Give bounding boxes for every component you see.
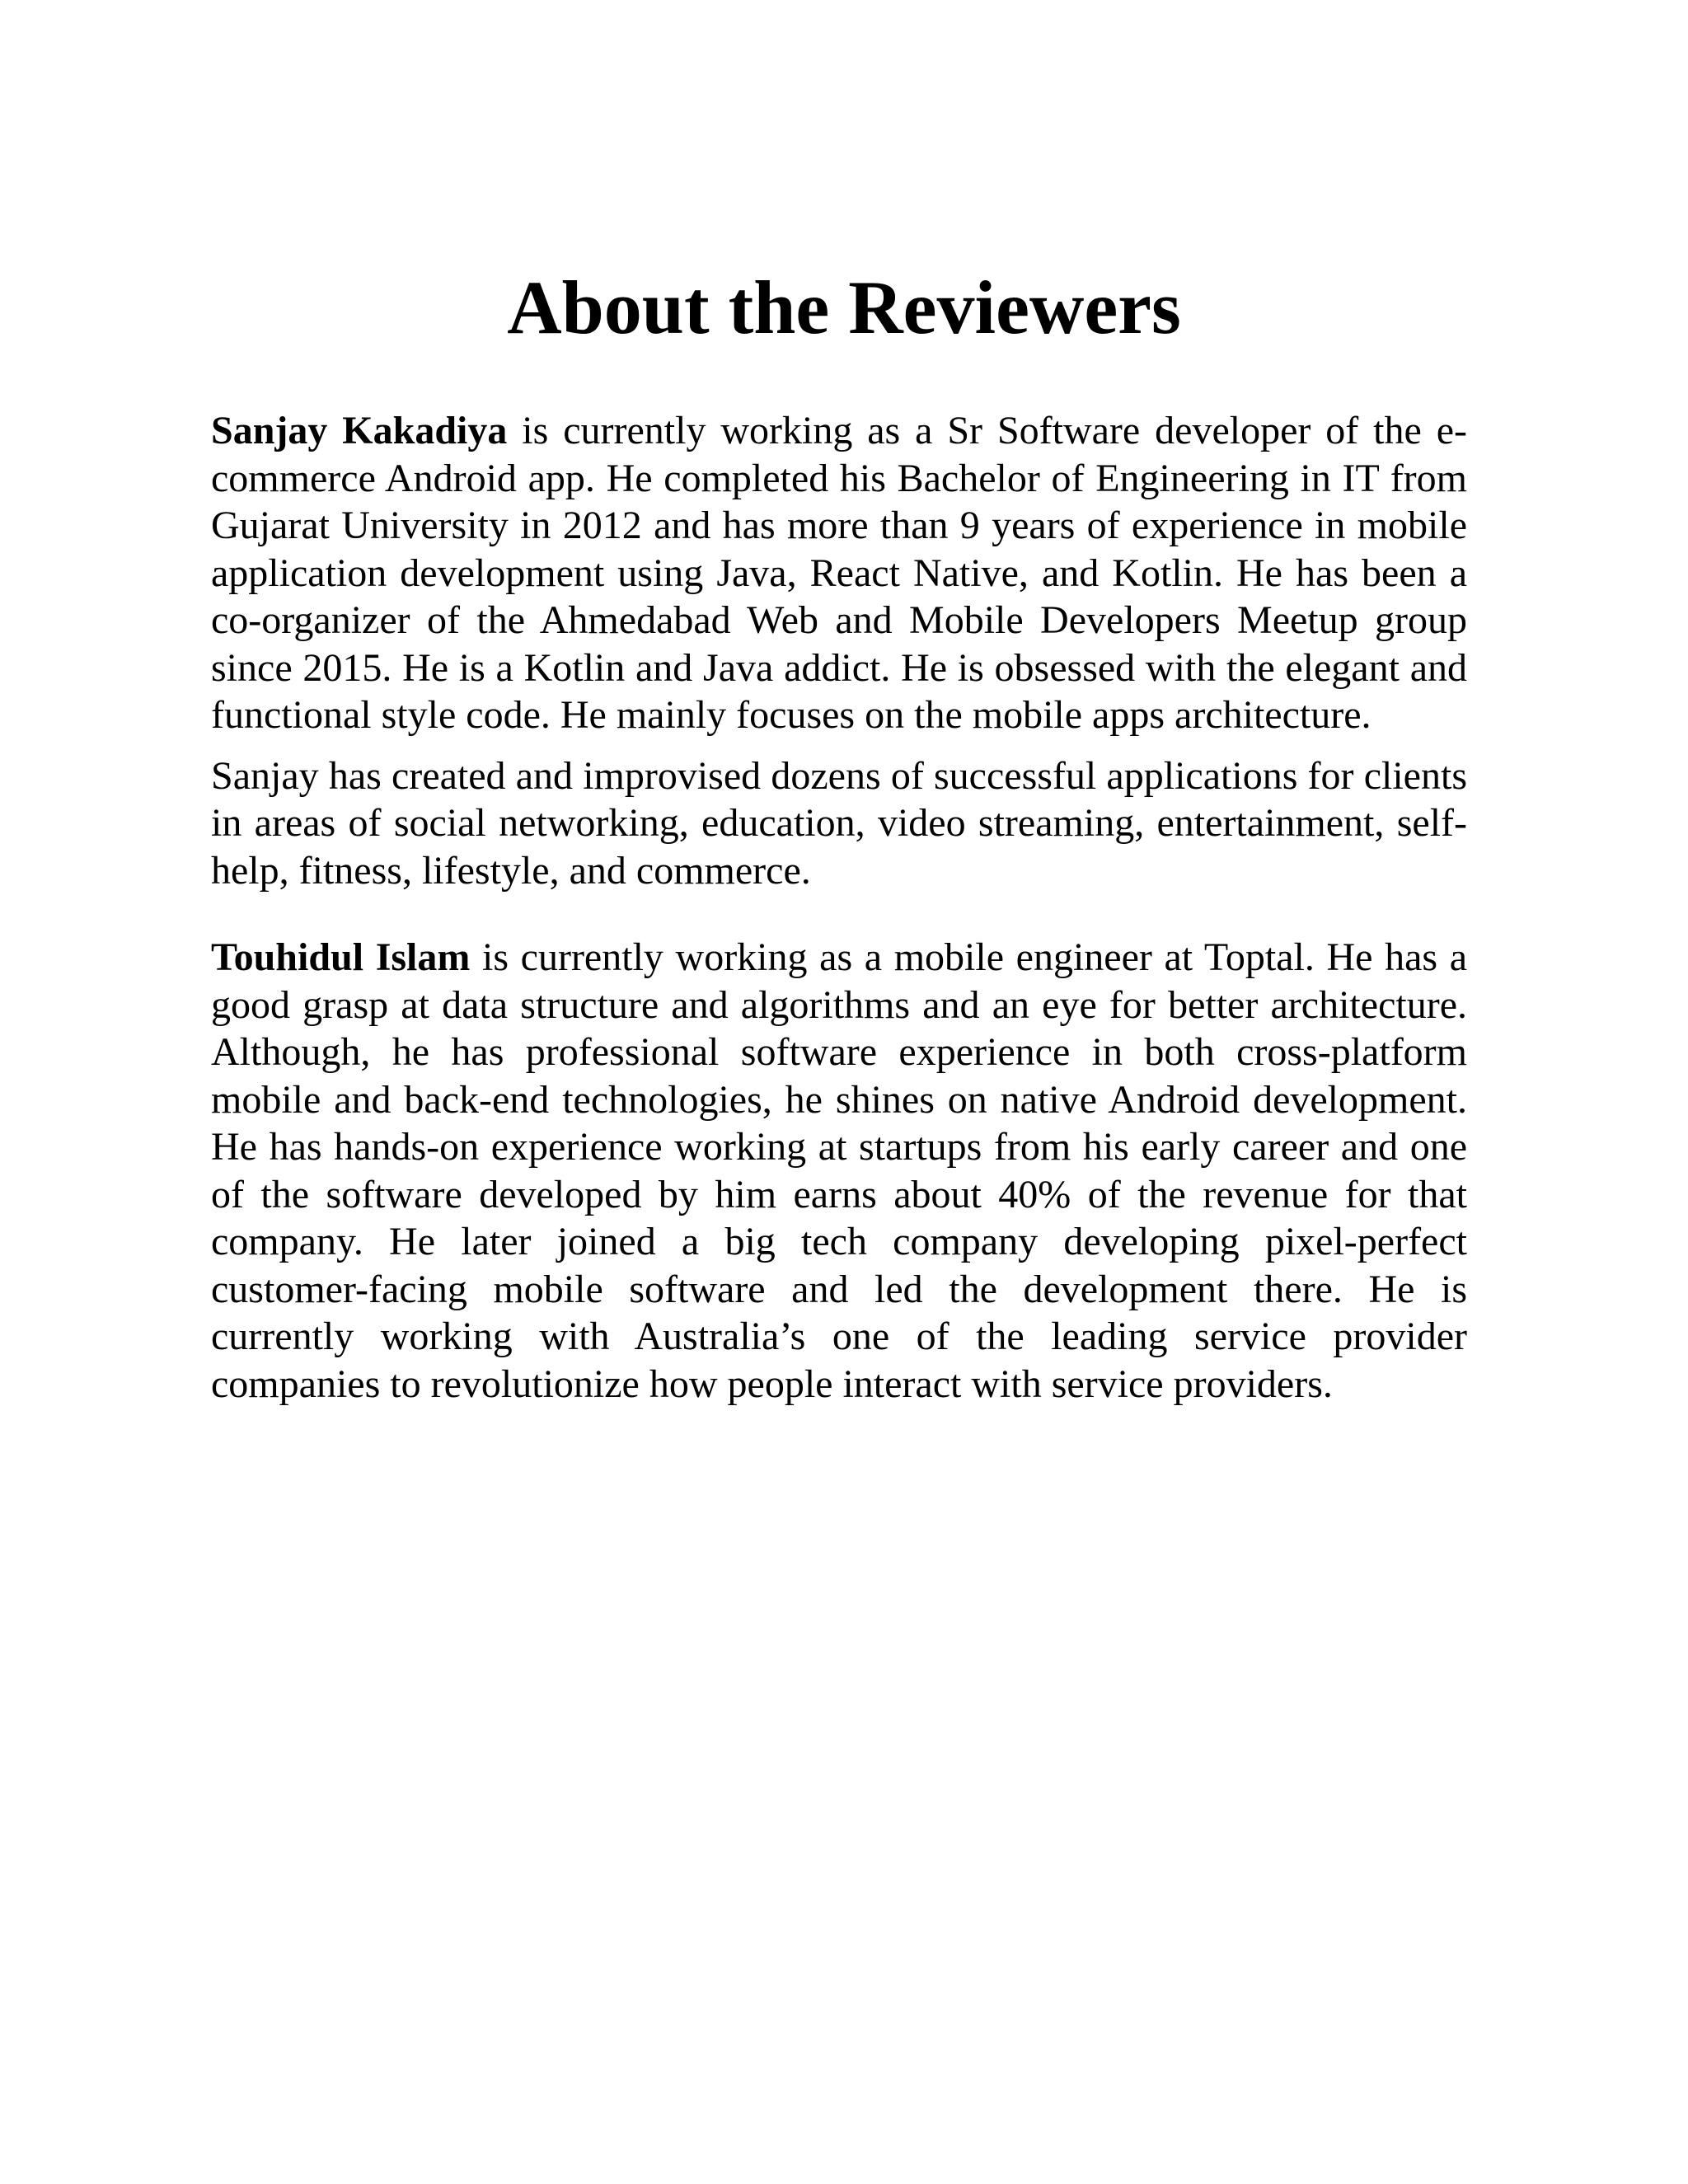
reviewer-bio-sanjay: [211, 407, 1467, 739]
reviewers-section: [211, 407, 1467, 1408]
reviewer-name-touhidul: Touhidul Islam: [211, 935, 471, 979]
reviewer-bio-sanjay-continued: Sanjay has created and improvised dozens of successful applications for clients in areas of social networking, education, video streaming, entertainment, self-help, fitness, lifestyle, and commerce.: [211, 753, 1467, 893]
paragraph-spacer: [211, 739, 1467, 752]
reviewer-bio-text: is currently working as a Sr Software developer of the e-commerce Android app. He completed his Bachelor of Engineering in IT from Gujarat University in 2012 and has more than 9 years of experience in mobile application development using Java, React Native, and Kotlin. He has been a co-organizer of the Ahmedabad Web and Mobile Developers Meetup group since 2015. He is a Kotlin and Java addict. He is obsessed with the elegant and functional style code. He mainly focuses on the mobile apps architecture.: [211, 409, 1468, 737]
reviewer-bio-touhidul: [211, 934, 1467, 1408]
page-title: About the Reviewers: [507, 265, 1181, 349]
reviewer-bio-text: is currently working as a mobile engineer at Toptal. He has a good grasp at data structure and algorithms and an eye for better architecture. Although, he has professional software experience in both cross-platform mobile and back-end technologies, he shines on native Android development. He has hands-on experience working at startups from his early career and one of the software developed by him earns about 40% of the revenue for that company. He later joined a big tech company developing pixel-perfect customer-facing mobile software and led the development there. He is currently working with Australia’s one of the leading service provider companies to revolutionize how people interact with service providers.: [211, 935, 1467, 1406]
section-spacer: [211, 894, 1467, 934]
reviewer-name-sanjay: Sanjay Kakadiya: [211, 409, 508, 452]
